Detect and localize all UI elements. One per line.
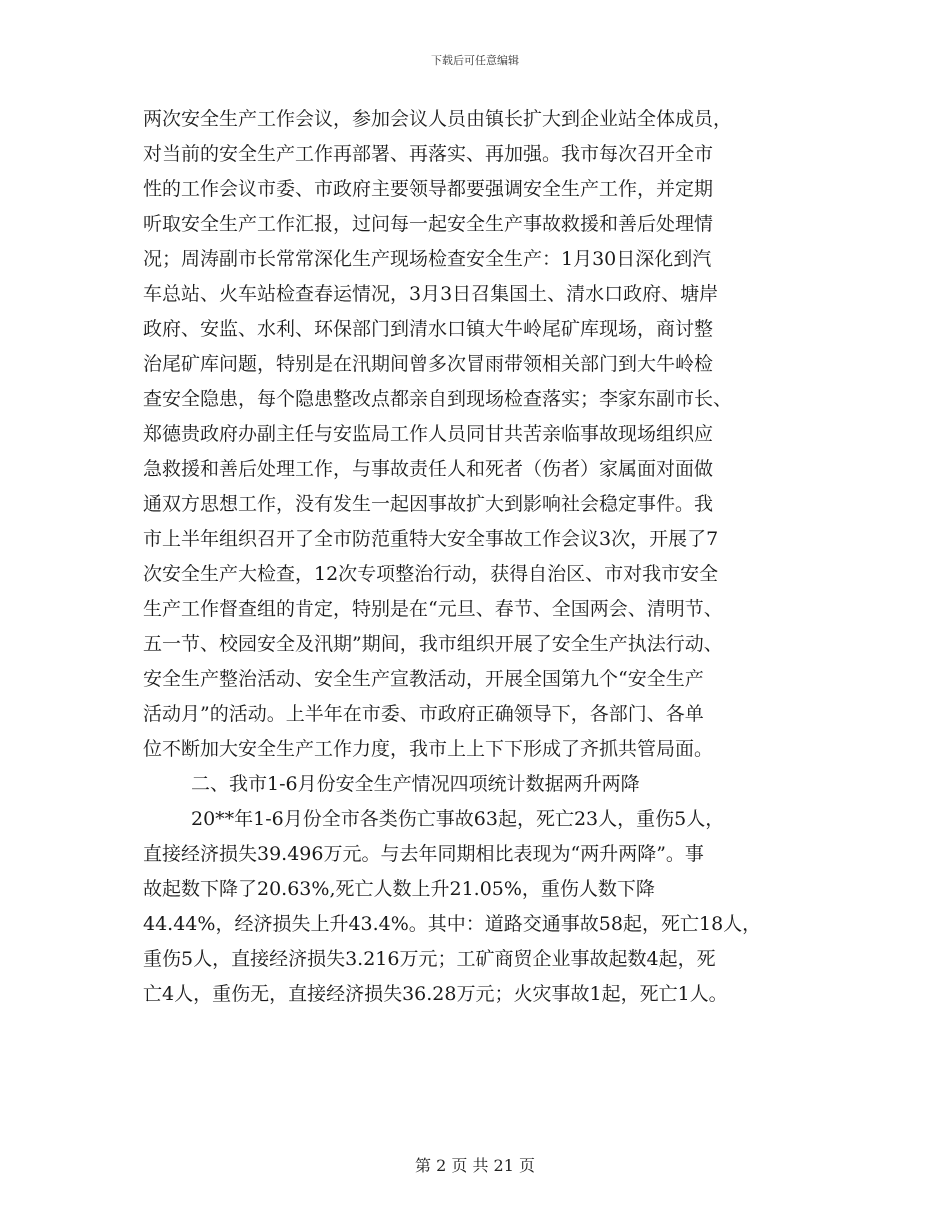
text-line: 通双方思想工作，没有发生一起因事故扩大到影响社会稳定事件。我 <box>143 493 714 515</box>
text-line: 安全生产整治活动、安全生产宣教活动，开展全国第九个“安全生产 <box>143 668 704 690</box>
text-line: 两次安全生产工作会议，参加会议人员由镇长扩大到企业站全体成员， <box>143 108 733 130</box>
text-line: 位不断加大安全生产工作力度，我市上上下下形成了齐抓共管局面。 <box>143 738 714 760</box>
text-line: 郑德贵政府办副主任与安监局工作人员同甘共苦亲临事故现场组织应 <box>143 423 714 445</box>
text-line: 44.44%，经济损失上升43.4%。其中：道路交通事故58起，死亡18人， <box>143 913 762 935</box>
text-line: 20**年1-6月份全市各类伤亡事故63起，死亡23人，重伤5人， <box>191 808 725 830</box>
text-line: 性的工作会议市委、市政府主要领导都要强调安全生产工作，并定期 <box>143 178 714 200</box>
text-line: 对当前的安全生产工作再部署、再落实、再加强。我市每次召开全市 <box>143 143 714 165</box>
text-line: 市上半年组织召开了全市防范重特大安全事故工作会议3次，开展了7 <box>143 528 719 550</box>
text-line: 急救援和善后处理工作，与事故责任人和死者（伤者）家属面对面做 <box>143 458 714 480</box>
text-line: 活动月”的活动。上半年在市委、市政府正确领导下，各部门、各单 <box>143 703 704 725</box>
text-line: 查安全隐患，每个隐患整改点都亲自到现场检查落实；李家东副市长、 <box>143 388 733 410</box>
document-body <box>143 102 823 1012</box>
text-line: 治尾矿库问题，特别是在汛期间曾多次冒雨带领相关部门到大牛岭检 <box>143 353 714 375</box>
text-line: 车总站、火车站检查春运情况，3月3日召集国土、清水口政府、塘岸 <box>143 283 719 305</box>
page-header: 下载后可任意编辑 <box>431 54 519 67</box>
text-line: 次安全生产大检查，12次专项整治行动，获得自治区、市对我市安全 <box>143 563 719 585</box>
text-line: 重伤5人，直接经济损失3.216万元；工矿商贸企业事故起数4起，死 <box>143 948 716 970</box>
text-line: 五一节、校园安全及汛期”期间，我市组织开展了安全生产执法行动、 <box>143 633 723 655</box>
text-line: 直接经济损失39.496万元。与去年同期相比表现为“两升两降”。事 <box>143 843 704 865</box>
text-line: 故起数下降了20.63%,死亡人数上升21.05%，重伤人数下降 <box>143 878 655 900</box>
text-line: 政府、安监、水利、环保部门到清水口镇大牛岭尾矿库现场，商讨整 <box>143 318 714 340</box>
text-line: 况；周涛副市长常常深化生产现场检查安全生产：1月30日深化到汽 <box>143 248 712 270</box>
page-footer: 第 2 页 共 21 页 <box>415 1156 535 1175</box>
section-heading: 二、我市1-6月份安全生产情况四项统计数据两升两降 <box>191 773 640 795</box>
text-line: 亡4人，重伤无，直接经济损失36.28万元；火灾事故1起，死亡1人。 <box>143 983 728 1005</box>
text-line: 生产工作督查组的肯定，特别是在“元旦、春节、全国两会、清明节、 <box>143 598 723 620</box>
text-line: 听取安全生产工作汇报，过问每一起安全生产事故救援和善后处理情 <box>143 213 714 235</box>
